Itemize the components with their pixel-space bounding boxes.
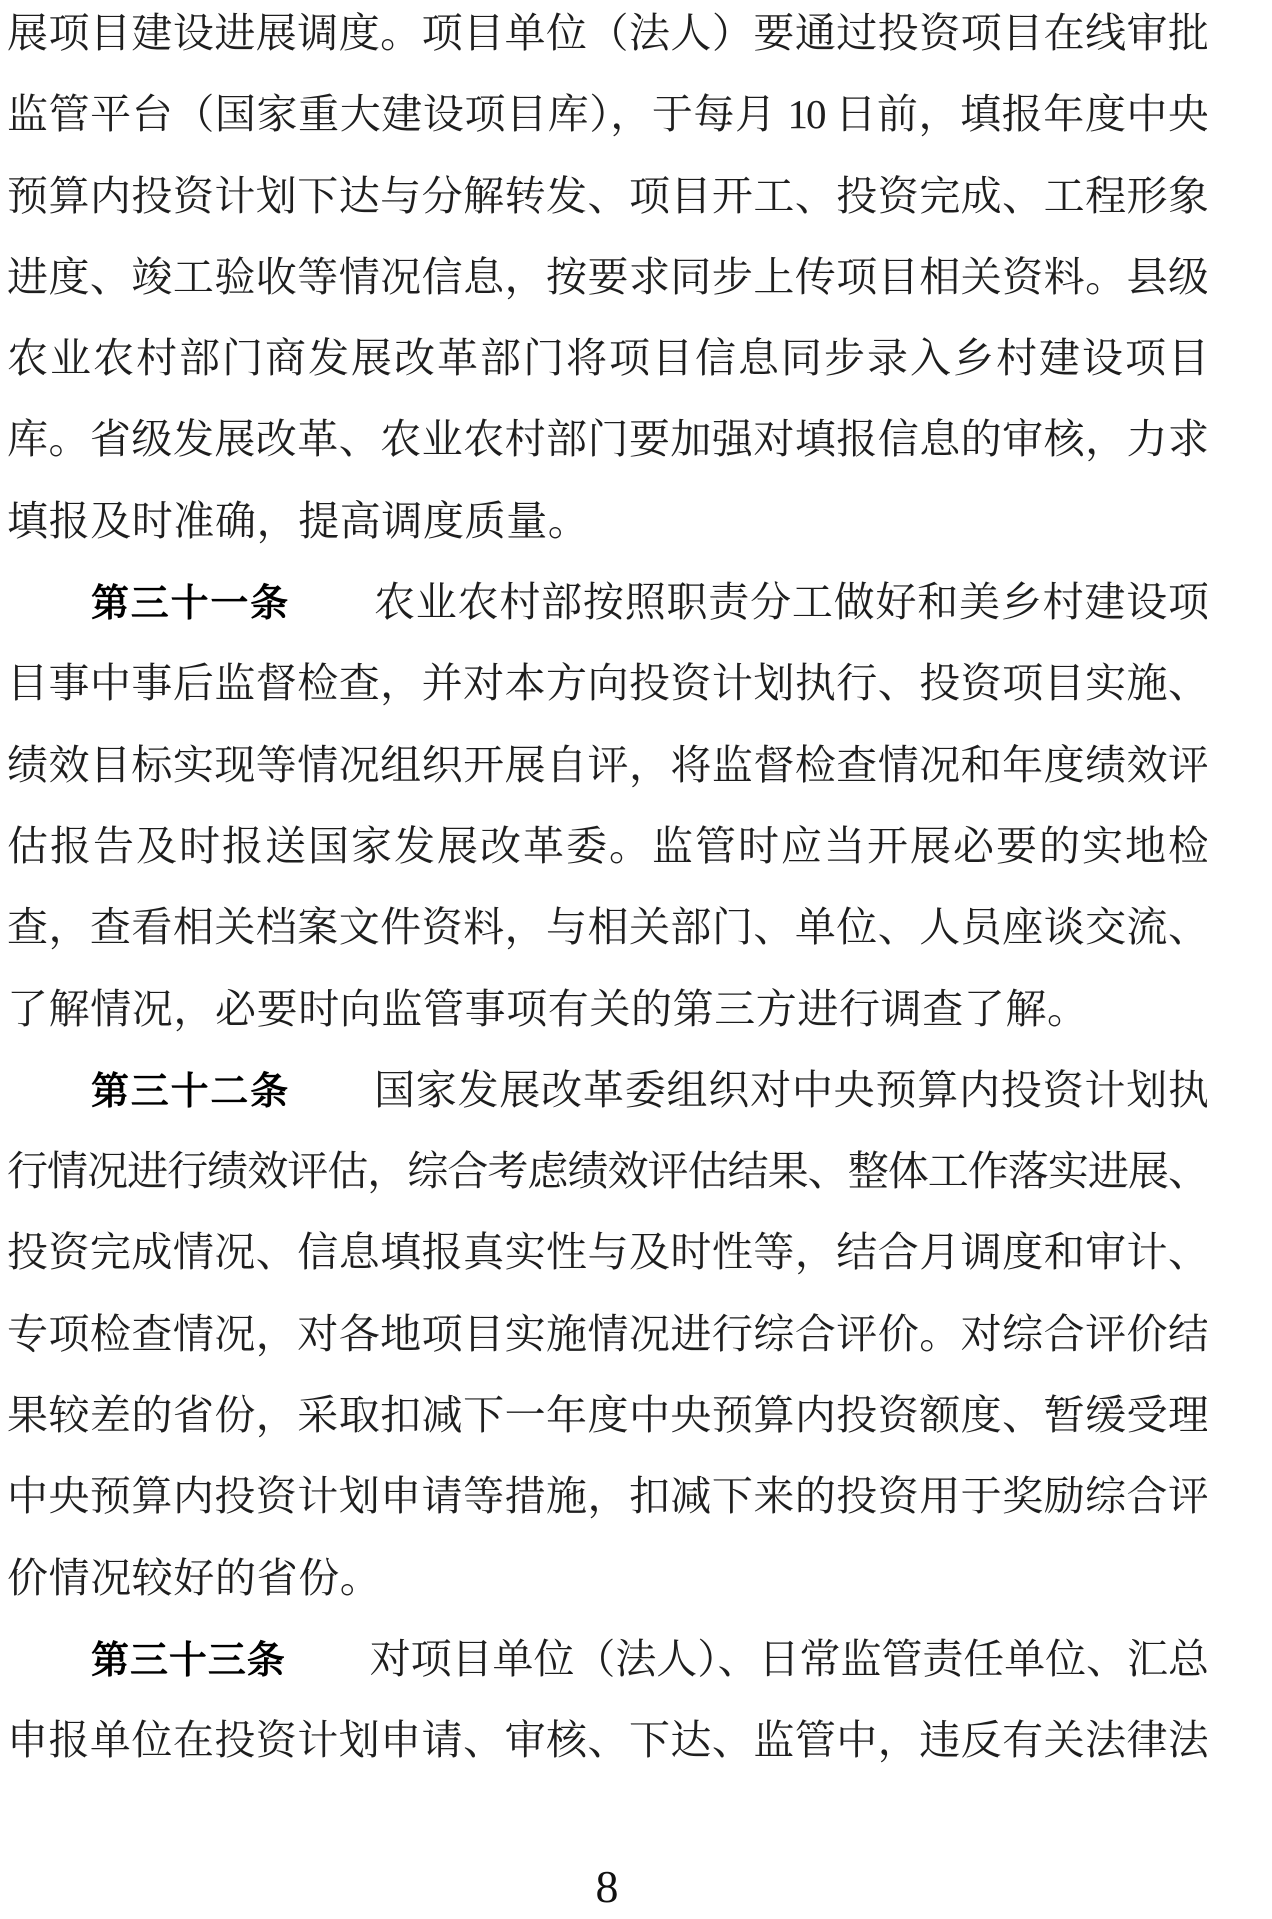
text-line <box>7 725 1207 806</box>
line-text: 进度、竣工验收等情况信息，按要求同步上传项目相关资料。县级 <box>7 253 1207 300</box>
text-line <box>7 1131 1207 1212</box>
line-text: 中央预算内投资计划申请等措施，扣减下来的投资用于奖励综合评 <box>7 1473 1207 1520</box>
article-number: 第三十一条 <box>91 583 290 626</box>
text-line <box>7 1294 1207 1375</box>
article-heading-line <box>7 562 1207 643</box>
text-line <box>7 969 1207 1050</box>
article-heading-line <box>7 1619 1207 1700</box>
text-line <box>7 318 1207 399</box>
line-text: 估报告及时报送国家发展改革委。监管时应当开展必要的实地检 <box>7 822 1207 869</box>
line-text: 填报及时准确，提高调度质量。 <box>7 497 590 544</box>
line-text: 专项检查情况，对各地项目实施情况进行综合评价。对综合评价结 <box>7 1310 1207 1357</box>
article-heading-line <box>7 1050 1207 1131</box>
text-line <box>7 1700 1207 1781</box>
line-text: 价情况较好的省份。 <box>7 1554 382 1601</box>
line-text: 监管平台（国家重大建设项目库），于每月 10 日前，填报年度中央 <box>7 91 1207 138</box>
text-line <box>7 1456 1207 1537</box>
line-text: 国家发展改革委组织对中央预算内投资计划执 <box>373 1066 1207 1113</box>
text-block <box>7 0 1207 1782</box>
text-line <box>7 74 1207 155</box>
line-text: 果较差的省份，采取扣减下一年度中央预算内投资额度、暂缓受理 <box>7 1392 1207 1439</box>
line-text: 展项目建设进展调度。项目单位（法人）要通过投资项目在线审批 <box>7 10 1207 56</box>
line-text: 农业农村部门商发展改革部门将项目信息同步录入乡村建设项目 <box>7 335 1207 382</box>
text-line <box>7 481 1207 562</box>
line-text: 申报单位在投资计划申请、审核、下达、监管中，违反有关法律法 <box>7 1717 1207 1764</box>
line-text: 目事中事后监督检查，并对本方向投资计划执行、投资项目实施、 <box>7 660 1207 707</box>
text-line <box>7 643 1207 724</box>
line-text: 绩效目标实现等情况组织开展自评，将监督检查情况和年度绩效评 <box>7 741 1207 788</box>
text-line <box>7 887 1207 968</box>
line-text: 行情况进行绩效评估，综合考虑绩效评估结果、整体工作落实进展、 <box>7 1148 1207 1195</box>
text-line <box>7 1375 1207 1456</box>
line-text: 对项目单位（法人）、日常监管责任单位、汇总 <box>369 1635 1207 1682</box>
line-text: 农业农村部按照职责分工做好和美乡村建设项 <box>373 579 1207 626</box>
line-text: 了解情况，必要时向监管事项有关的第三方进行调查了解。 <box>7 985 1089 1032</box>
article-number: 第三十三条 <box>91 1639 286 1682</box>
text-line <box>7 1538 1207 1619</box>
text-line <box>7 156 1207 237</box>
text-line <box>7 237 1207 318</box>
line-text: 查，查看相关档案文件资料，与相关部门、单位、人员座谈交流、 <box>7 904 1207 951</box>
text-line <box>7 0 1207 74</box>
line-text: 预算内投资计划下达与分解转发、项目开工、投资完成、工程形象 <box>7 172 1207 219</box>
page-number: 8 <box>595 1861 619 1912</box>
line-text: 库。省级发展改革、农业农村部门要加强对填报信息的审核，力求 <box>7 416 1207 463</box>
text-line <box>7 1212 1207 1293</box>
article-number: 第三十二条 <box>91 1070 290 1113</box>
text-line <box>7 399 1207 480</box>
line-text: 投资完成情况、信息填报真实性与及时性等，结合月调度和审计、 <box>7 1229 1207 1276</box>
text-line <box>7 806 1207 887</box>
